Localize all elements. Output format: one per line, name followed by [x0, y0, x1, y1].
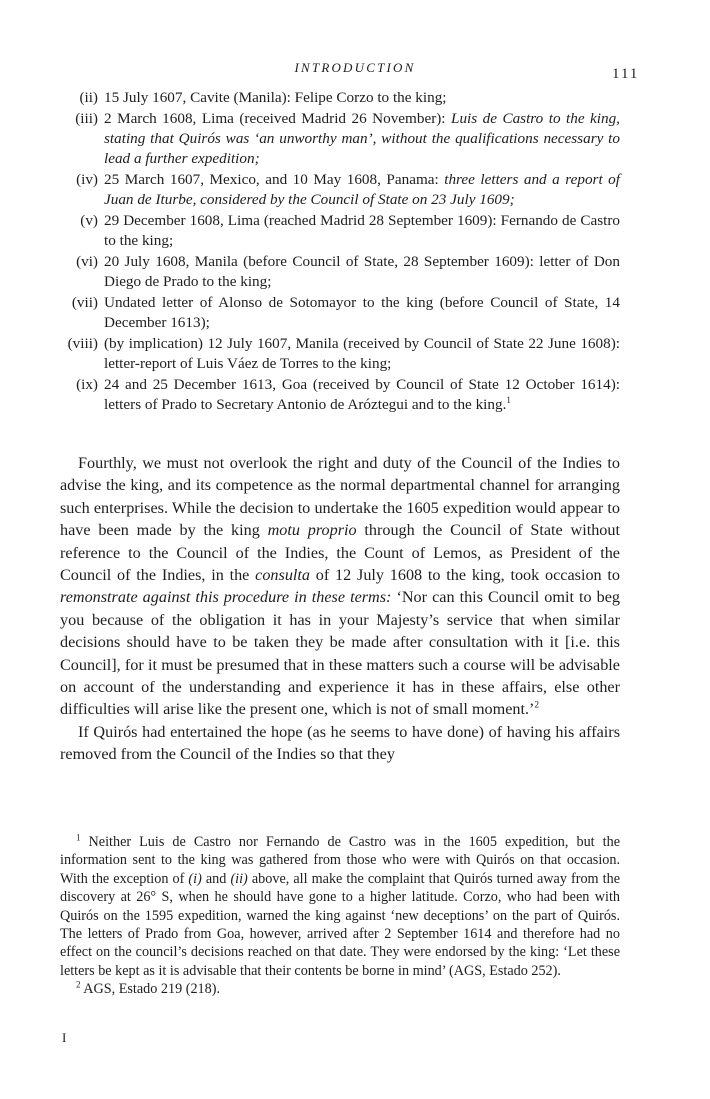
paragraph: Fourthly, we must not overlook the right and duty of the Council of the Indies to advise the king, and its competence as the normal departmental channel for arranging such enterprises. While the decision to undertake the 1605 expedition would appear to have been made by the king motu proprio through the Council of State without reference to the Council of the Indies, the Count of Lemos, as President of the Council of the Indies, in the consulta of 12 July 1608 to the king, took occasion to remonstrate against this procedure in these terms: ‘Nor can this Council omit to beg you because of the obligation it has in your Majesty’s service that when similar decisions should have to be taken they be made after consultation with it [i.e. this Council], for it must be presumed that in these matters such a course will be advisable on account of the understanding and experience it has in these affairs, else other difficulties will arise like the present one, which is not of small moment.’$^2$: [60, 454, 620, 719]
list-item: [60, 334, 620, 374]
list-item: [60, 109, 620, 169]
list-item-text: (by implication) 12 July 1607, Manila (received by Council of State 22 June 1608): letter-report of Luis Váez de Torres to the king;: [104, 335, 620, 372]
list-item: [60, 170, 620, 210]
running-head: INTRODUCTION: [294, 60, 416, 75]
list-item-number: (iv): [76, 171, 98, 188]
list-item-number: (vi): [76, 253, 98, 270]
list-item-text: 25 March 1607, Mexico, and 10 May 1608, Panama: three letters and a report of Juan de Iturbe, considered by the Council of State on 23 July 1609;: [104, 171, 620, 208]
list-item-text: 15 July 1607, Cavite (Manila): Felipe Corzo to the king;: [104, 89, 447, 106]
list-item-number: (ii): [79, 89, 98, 106]
list-item: [60, 211, 620, 251]
signature-mark: I: [62, 1030, 67, 1045]
page-number: 111: [612, 66, 640, 82]
list-item-number: (iii): [75, 110, 98, 127]
list-item: [60, 88, 620, 108]
footnote: $^2$ AGS, Estado 219 (218).: [76, 979, 221, 998]
list-item-text: 24 and 25 December 1613, Goa (received by Council of State 12 October 1614): letters of Prado to Secretary Antonio de Aróztegui and to the king.$^1$: [104, 376, 620, 413]
footnotes: [60, 833, 620, 999]
list-item-text: 2 March 1608, Lima (received Madrid 26 November): Luis de Castro to the king, stating that Quirós was ‘an unworthy man’, without the qualifications necessary to lead a further expedition;: [104, 110, 620, 167]
list-item-number: (viii): [67, 335, 98, 352]
list-item: [60, 375, 620, 415]
footnote-ref: 1: [506, 394, 511, 405]
list-item-text: Undated letter of Alonso de Sotomayor to the king (before Council of State, 14 December 1613);: [104, 294, 620, 331]
body-text: [60, 452, 620, 766]
paragraph: If Quirós had entertained the hope (as he seems to have done) of having his affairs removed from the Council of the Indies so that they: [60, 722, 620, 764]
list-item-number: (ix): [76, 376, 98, 393]
list-item-number: (v): [80, 212, 98, 229]
footnote-ref: 2: [534, 700, 539, 711]
footnote: $^1$ Neither Luis de Castro nor Fernando de Castro was in the 1605 expedition, but the information sent to the king was gathered from those who were with Quirós on that occasion. With the exception of (i) and (ii) above, all make the complaint that Quirós turned away from the discovery at 26° S, when he should have gone to a higher latitude. Corzo, who had been with Quirós on the 1595 expedition, warned the king against ‘new deceptions’ on the part of Quirós. The letters of Prado from Goa, however, arrived after 2 September 1614 and therefore had no effect on the council’s decisions reached on that date. They were endorsed by the king: ‘Let these letters be kept as it is advisable that their contents be borne in mind’ (AGS, Estado 252).: [60, 832, 620, 979]
source-list: [60, 88, 620, 416]
list-item-number: (vii): [71, 294, 98, 311]
list-item-text: 29 December 1608, Lima (reached Madrid 28 September 1609): Fernando de Castro to the king;: [104, 212, 620, 249]
list-item: [60, 293, 620, 333]
list-item: [60, 252, 620, 292]
list-item-text: 20 July 1608, Manila (before Council of State, 28 September 1609): letter of Don Diego de Prado to the king;: [104, 253, 620, 290]
